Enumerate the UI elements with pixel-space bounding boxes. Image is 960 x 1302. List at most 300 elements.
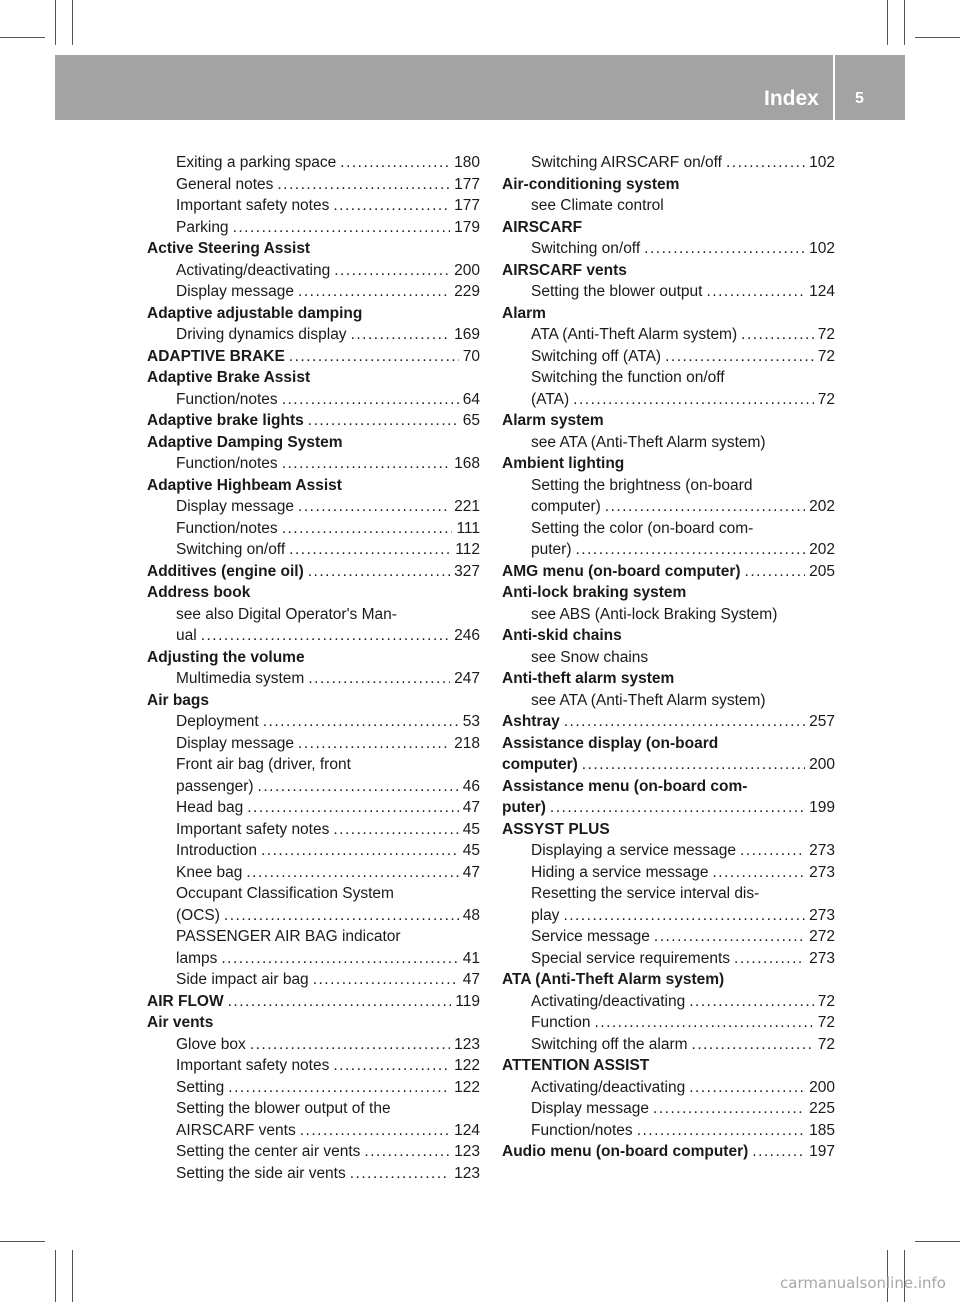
page-reference[interactable]: 272 <box>809 928 835 945</box>
index-subentry <box>502 905 835 927</box>
index-subentry <box>147 711 480 733</box>
index-subentry <box>147 1098 480 1120</box>
index-subentry <box>502 475 835 497</box>
index-subentry <box>147 604 480 626</box>
page-reference[interactable]: 185 <box>809 1121 835 1139</box>
page-reference[interactable]: 72 <box>817 1014 835 1031</box>
page-reference[interactable]: 64 <box>462 390 480 408</box>
index-entry-text: see ATA (Anti-Theft Alarm system) <box>531 691 766 709</box>
index-entry-text: Adaptive Damping System <box>147 433 343 451</box>
index-entry-text: Adaptive Brake Assist <box>147 369 311 386</box>
index-entry-text: Setting the color (on-board com- <box>531 519 754 537</box>
crop-mark <box>887 0 888 45</box>
index-entry-text: Air vents <box>147 1014 214 1031</box>
page-reference[interactable]: 124 <box>809 283 835 300</box>
index-entry-text: Display message <box>176 498 295 515</box>
crop-mark <box>72 0 73 45</box>
index-entry-text: Introduction <box>176 842 257 859</box>
index-entry-text: puter) <box>531 541 572 558</box>
leader-dots <box>752 1141 805 1163</box>
index-heading <box>147 432 480 454</box>
index-subentry <box>147 453 480 475</box>
page-reference[interactable]: 119 <box>455 992 480 1010</box>
index-heading <box>502 217 835 239</box>
index-heading <box>502 260 835 282</box>
index-entry-text: Front air bag (driver, front <box>176 756 351 773</box>
index-entry-text: ATA (Anti-Theft Alarm system) <box>502 971 725 988</box>
leader-dots <box>228 1077 450 1099</box>
leader-dots <box>333 195 450 217</box>
index-entry-text: Switching off (ATA) <box>531 347 662 365</box>
page-reference[interactable]: 229 <box>454 283 480 300</box>
index-entry-text: Function/notes <box>176 390 278 408</box>
index-subentry <box>147 518 480 540</box>
index-subentry <box>147 625 480 647</box>
index-subentry <box>147 1120 480 1142</box>
page-reference[interactable]: 47 <box>462 971 480 988</box>
leader-dots <box>308 410 459 432</box>
index-subentry <box>502 840 835 862</box>
page-reference[interactable]: 112 <box>455 541 480 558</box>
leader-dots <box>300 1120 450 1142</box>
index-entry-text: Function/notes <box>176 455 278 472</box>
leader-dots <box>298 496 450 518</box>
index-entry-text: AMG menu (on-board computer) <box>502 562 741 580</box>
index-heading <box>502 174 835 196</box>
leader-dots <box>350 1163 450 1185</box>
index-subentry <box>502 647 835 669</box>
page-reference[interactable]: 47 <box>462 799 480 816</box>
index-heading <box>147 238 480 260</box>
leader-dots <box>644 238 805 260</box>
page-reference[interactable]: 168 <box>454 455 480 472</box>
index-subentry <box>502 518 835 540</box>
page-title: Index <box>764 87 819 110</box>
index-entry-text: see Snow chains <box>531 648 649 666</box>
page-reference[interactable]: 202 <box>809 541 835 558</box>
index-entry-text: Adjusting the volume <box>147 648 305 666</box>
index-entry-text: AIRSCARF <box>502 218 583 236</box>
index-heading <box>147 582 480 604</box>
index-entry-text: ADAPTIVE BRAKE <box>147 347 285 365</box>
page-reference[interactable]: 247 <box>454 670 480 687</box>
crop-mark <box>72 1250 73 1302</box>
index-heading <box>147 410 480 432</box>
crop-mark <box>915 37 960 38</box>
leader-dots <box>734 948 805 970</box>
index-subentry <box>147 733 480 755</box>
leader-dots <box>563 905 805 927</box>
index-subentry <box>147 668 480 690</box>
leader-dots <box>333 1055 450 1077</box>
index-entry-text: Important safety notes <box>176 197 330 214</box>
index-entry-text: Alarm system <box>502 412 604 429</box>
index-entry-text: Knee bag <box>176 863 243 881</box>
index-entry-text: Assistance display (on-board <box>502 734 719 752</box>
page-reference[interactable]: 179 <box>454 218 480 236</box>
index-entry-text: AIR FLOW <box>147 992 224 1010</box>
page-reference[interactable]: 46 <box>462 777 480 795</box>
page-reference[interactable]: 72 <box>817 347 835 365</box>
index-entry-text: Driving dynamics display <box>176 326 347 343</box>
index-entry-text: Ashtray <box>502 713 560 730</box>
index-subentry <box>502 539 835 561</box>
index-entry-text: AIRSCARF vents <box>502 261 627 279</box>
index-subentry <box>502 1098 835 1120</box>
page-reference[interactable]: 123 <box>454 1164 480 1182</box>
index-entry-text: AIRSCARF vents <box>176 1121 296 1139</box>
index-entry-text: Switching on/off <box>176 541 286 558</box>
page-reference[interactable]: 169 <box>454 326 480 343</box>
leader-dots <box>740 840 805 862</box>
index-heading <box>502 410 835 432</box>
page-reference[interactable]: 47 <box>462 863 480 881</box>
index-subentry <box>147 1055 480 1077</box>
page-reference[interactable]: 72 <box>817 326 835 343</box>
leader-dots <box>745 561 806 583</box>
index-heading <box>502 819 835 841</box>
page-reference[interactable]: 72 <box>817 390 835 408</box>
index-entry-text: Alarm <box>502 304 546 322</box>
page-reference[interactable]: 111 <box>456 519 480 537</box>
index-subentry <box>147 1141 480 1163</box>
index-entry-text: ATTENTION ASSIST <box>502 1057 650 1074</box>
index-entry-text: Hiding a service message <box>531 863 709 881</box>
page-reference[interactable]: 70 <box>462 347 480 365</box>
page-reference[interactable]: 199 <box>809 799 835 816</box>
index-entry-text: Additives (engine oil) <box>147 562 304 580</box>
leader-dots <box>289 346 459 368</box>
leader-dots <box>246 862 458 884</box>
page-reference[interactable]: 197 <box>809 1143 835 1160</box>
leader-dots <box>351 324 451 346</box>
index-entry-text: Special service requirements <box>531 949 731 967</box>
index-subentry <box>502 991 835 1013</box>
index-heading <box>502 303 835 325</box>
index-entry-text: computer) <box>531 498 601 515</box>
index-subentry <box>147 217 480 239</box>
index-entry-text: Display message <box>176 283 295 300</box>
index-entry-text: Display message <box>176 734 295 752</box>
index-subentry <box>147 797 480 819</box>
index-subentry <box>147 905 480 927</box>
index-subentry <box>147 324 480 346</box>
index-subentry <box>502 1077 835 1099</box>
index-heading <box>502 711 835 733</box>
page-reference[interactable]: 205 <box>809 562 835 580</box>
index-entry-text: Head bag <box>176 799 244 816</box>
page-reference[interactable]: 180 <box>454 154 480 171</box>
page-reference[interactable]: 177 <box>454 175 480 193</box>
index-entry-text: Side impact air bag <box>176 971 309 988</box>
index-entry-text: Anti-lock braking system <box>502 584 687 601</box>
index-subentry <box>147 1163 480 1185</box>
index-heading <box>147 475 480 497</box>
page-reference[interactable]: 177 <box>454 197 480 214</box>
index-subentry <box>502 281 835 303</box>
leader-dots <box>250 1034 450 1056</box>
index-heading <box>502 733 835 755</box>
index-subentry <box>147 152 480 174</box>
index-heading <box>502 969 835 991</box>
index-entry-text: Anti-theft alarm system <box>502 670 675 687</box>
index-column-left <box>147 152 480 1184</box>
page-reference[interactable]: 246 <box>454 627 480 644</box>
page-reference[interactable]: 273 <box>809 842 835 859</box>
leader-dots <box>637 1120 805 1142</box>
index-heading <box>147 647 480 669</box>
index-entry-text: Switching the function on/off <box>531 369 725 386</box>
index-subentry <box>502 1012 835 1034</box>
index-heading <box>502 668 835 690</box>
index-entry-text: Multimedia system <box>176 670 305 687</box>
index-subentry <box>147 496 480 518</box>
index-entry-text: ual <box>176 627 197 644</box>
page-reference[interactable]: 273 <box>809 863 835 881</box>
index-entry-text: Ambient lighting <box>502 455 625 472</box>
leader-dots <box>653 1098 805 1120</box>
index-entry-text: Exiting a parking space <box>176 154 337 171</box>
index-entry-text: Setting <box>176 1078 225 1096</box>
index-heading <box>502 776 835 798</box>
index-subentry <box>147 776 480 798</box>
index-subentry <box>502 690 835 712</box>
leader-dots <box>224 905 459 927</box>
index-subentry <box>502 948 835 970</box>
page-reference[interactable]: 200 <box>809 1078 835 1096</box>
page-reference[interactable]: 65 <box>462 412 480 429</box>
index-subentry <box>147 862 480 884</box>
page-reference[interactable]: 200 <box>809 756 835 773</box>
leader-dots <box>550 797 805 819</box>
leader-dots <box>298 281 450 303</box>
index-entry-text: lamps <box>176 949 218 967</box>
index-subentry <box>502 862 835 884</box>
index-subentry <box>502 1120 835 1142</box>
header-divider <box>833 55 835 120</box>
index-heading <box>502 797 835 819</box>
index-entry-text: Setting the blower output <box>531 283 703 300</box>
index-entry-text: Setting the center air vents <box>176 1143 361 1160</box>
page-reference[interactable]: 327 <box>454 562 480 580</box>
leader-dots <box>277 174 450 196</box>
index-entry-text: see also Digital Operator's Man- <box>176 605 397 623</box>
index-heading <box>147 1012 480 1034</box>
leader-dots <box>665 346 814 368</box>
index-subentry <box>502 1034 835 1056</box>
page-reference[interactable]: 273 <box>809 906 835 924</box>
page-reference[interactable]: 218 <box>454 734 480 752</box>
index-subentry <box>147 969 480 991</box>
leader-dots <box>258 776 459 798</box>
page-reference[interactable]: 225 <box>809 1100 835 1117</box>
index-subentry <box>147 1034 480 1056</box>
index-heading <box>502 754 835 776</box>
index-entry-text: Adaptive adjustable damping <box>147 304 363 322</box>
index-subentry <box>502 883 835 905</box>
index-heading <box>502 625 835 647</box>
index-entry-text: (ATA) <box>531 390 570 408</box>
index-entry-text: Activating/deactivating <box>531 992 686 1010</box>
crop-mark <box>0 1241 45 1242</box>
leader-dots <box>692 1034 814 1056</box>
index-heading <box>502 561 835 583</box>
leader-dots <box>340 152 450 174</box>
index-heading <box>147 690 480 712</box>
leader-dots <box>564 711 805 733</box>
index-entry-text: passenger) <box>176 777 254 795</box>
crop-mark <box>915 1241 960 1242</box>
index-subentry <box>147 174 480 196</box>
index-entry-text: PASSENGER AIR BAG indicator <box>176 928 401 945</box>
index-entry-text: Deployment <box>176 713 259 730</box>
page-reference[interactable]: 41 <box>462 949 480 967</box>
index-entry-text: Adaptive Highbeam Assist <box>147 476 342 494</box>
index-entry-text: see Climate control <box>531 197 664 214</box>
index-entry-text: Air bags <box>147 691 210 709</box>
index-entry-text: Adaptive brake lights <box>147 412 304 429</box>
index-subentry <box>147 926 480 948</box>
index-entry-text: Important safety notes <box>176 820 330 838</box>
index-subentry <box>502 926 835 948</box>
index-entry-text: Activating/deactivating <box>176 261 331 279</box>
page-number: 5 <box>855 90 864 107</box>
index-column-right <box>502 152 835 1163</box>
index-subentry <box>147 260 480 282</box>
index-entry-text: Air-conditioning system <box>502 175 680 193</box>
index-entry-text: see ATA (Anti-Theft Alarm system) <box>531 433 766 451</box>
index-subentry <box>502 367 835 389</box>
leader-dots <box>573 389 814 411</box>
page-reference[interactable]: 45 <box>462 820 480 838</box>
index-entry-text: Function/notes <box>176 519 278 537</box>
page-reference[interactable]: 257 <box>809 713 835 730</box>
index-entry-text: play <box>531 906 560 924</box>
index-subentry <box>502 496 835 518</box>
index-entry-text: Resetting the service interval dis- <box>531 885 760 902</box>
leader-dots <box>308 561 450 583</box>
index-heading <box>502 1141 835 1163</box>
index-heading <box>502 1055 835 1077</box>
index-entry-text: Setting the side air vents <box>176 1164 346 1182</box>
page-reference[interactable]: 123 <box>454 1143 480 1160</box>
page-reference[interactable]: 53 <box>462 713 480 730</box>
crop-mark <box>55 1250 56 1302</box>
index-subentry <box>502 152 835 174</box>
index-entry-text: Setting the brightness (on-board <box>531 476 753 494</box>
index-subentry <box>502 604 835 626</box>
leader-dots <box>282 518 453 540</box>
index-entry-text: Service message <box>531 928 650 945</box>
index-entry-text: Important safety notes <box>176 1057 330 1074</box>
leader-dots <box>201 625 450 647</box>
leader-dots <box>228 991 452 1013</box>
index-subentry <box>147 281 480 303</box>
index-entry-text: Setting the blower output of the <box>176 1100 391 1117</box>
index-entry-text: Audio menu (on-board computer) <box>502 1143 749 1160</box>
leader-dots <box>289 539 451 561</box>
index-entry-text: Displaying a service message <box>531 842 737 859</box>
page-reference[interactable]: 123 <box>454 1035 480 1053</box>
page-reference[interactable]: 122 <box>454 1057 480 1074</box>
index-entry-text: Display message <box>531 1100 650 1117</box>
page-reference[interactable]: 273 <box>809 949 835 967</box>
index-heading <box>147 346 480 368</box>
index-entry-text: (OCS) <box>176 906 220 924</box>
leader-dots <box>233 217 451 239</box>
index-subentry <box>502 389 835 411</box>
leader-dots <box>298 733 450 755</box>
index-entry-text: Assistance menu (on-board com- <box>502 777 748 795</box>
page-reference[interactable]: 124 <box>454 1121 480 1139</box>
index-subentry <box>147 883 480 905</box>
page-reference[interactable]: 221 <box>454 498 480 515</box>
index-subentry <box>147 1077 480 1099</box>
page-reference[interactable]: 102 <box>809 240 835 257</box>
leader-dots <box>689 1077 805 1099</box>
index-heading <box>502 582 835 604</box>
leader-dots <box>282 453 450 475</box>
leader-dots <box>582 754 805 776</box>
index-subentry <box>502 238 835 260</box>
page-reference[interactable]: 48 <box>462 906 480 924</box>
crop-mark <box>904 0 905 45</box>
page-reference[interactable]: 102 <box>809 154 835 171</box>
leader-dots <box>247 797 459 819</box>
leader-dots <box>594 1012 813 1034</box>
crop-mark <box>55 0 56 45</box>
index-subentry <box>147 754 480 776</box>
index-subentry <box>147 389 480 411</box>
index-subentry <box>502 324 835 346</box>
index-heading <box>147 991 480 1013</box>
index-subentry <box>147 195 480 217</box>
leader-dots <box>706 281 805 303</box>
leader-dots <box>263 711 459 733</box>
page-reference[interactable]: 45 <box>462 842 480 859</box>
page-reference[interactable]: 122 <box>454 1078 480 1096</box>
leader-dots <box>712 862 805 884</box>
index-entry-text: Active Steering Assist <box>147 240 311 257</box>
leader-dots <box>334 260 450 282</box>
leader-dots <box>726 152 805 174</box>
leader-dots <box>282 389 459 411</box>
leader-dots <box>576 539 806 561</box>
leader-dots <box>605 496 805 518</box>
index-entry-text: Glove box <box>176 1035 246 1053</box>
index-subentry <box>502 195 835 217</box>
page-reference[interactable]: 202 <box>809 498 835 515</box>
index-subentry <box>147 948 480 970</box>
leader-dots <box>689 991 814 1013</box>
index-entry-text: Anti-skid chains <box>502 627 622 644</box>
index-entry-text: Activating/deactivating <box>531 1078 686 1096</box>
leader-dots <box>333 819 458 841</box>
page-reference[interactable]: 72 <box>817 992 835 1010</box>
index-entry-text: ASSYST PLUS <box>502 820 610 838</box>
page-reference[interactable]: 72 <box>817 1035 835 1053</box>
index-heading <box>502 453 835 475</box>
index-entry-text: computer) <box>502 756 578 773</box>
index-entry-text: Parking <box>176 218 229 236</box>
index-heading <box>147 367 480 389</box>
index-entry-text: ATA (Anti-Theft Alarm system) <box>531 326 738 343</box>
page-reference[interactable]: 200 <box>454 261 480 279</box>
index-entry-text: Function/notes <box>531 1121 633 1139</box>
index-entry-text: Address book <box>147 584 251 601</box>
crop-mark <box>0 37 45 38</box>
leader-dots <box>308 668 450 690</box>
